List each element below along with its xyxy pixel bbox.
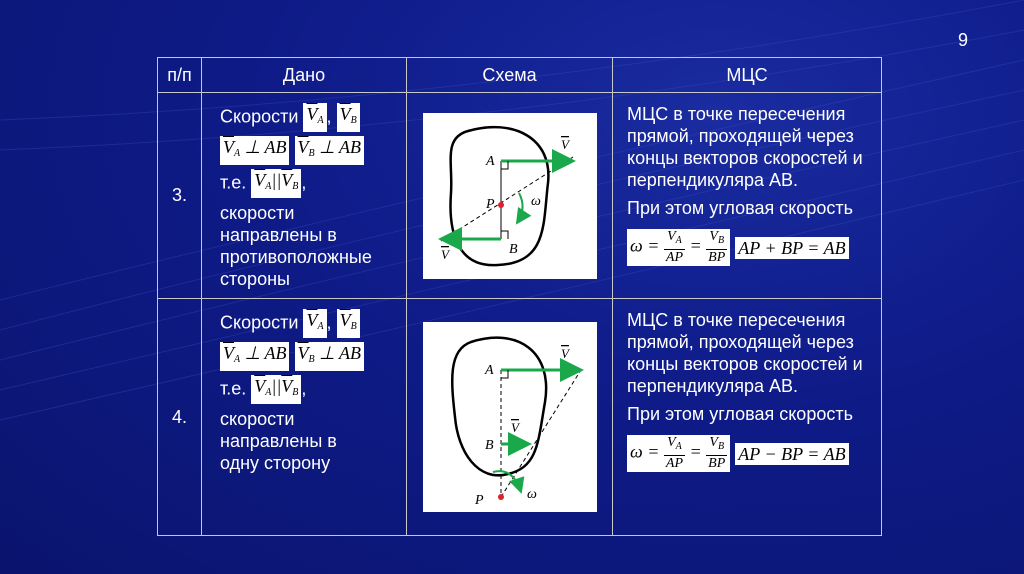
- formula-va-perp-ab: $\overline{V}_A$ ⊥ AB: [220, 342, 289, 371]
- given-cell: Скорости $\overline{V}_A$ , $\overline{V}_B$ $\overline{V}_A$ ⊥ AB $\overline{V}_B$ ⊥ AB т.е. $\overline{V}_A||\overline{V}_B$ , скорости направлены в одну сторону: [202, 299, 407, 536]
- svg-text:V: V: [510, 420, 519, 435]
- header-num: п/п: [158, 58, 202, 93]
- svg-text:B: B: [484, 438, 494, 453]
- formula-vb-perp-ab: $\overline{V}_B$ ⊥ AB: [295, 342, 364, 371]
- header-mcs: МЦС: [613, 58, 882, 93]
- given-line: противоположные: [220, 247, 372, 267]
- formula-vb-perp-ab: $\overline{V}_B$ ⊥ AB: [295, 136, 364, 165]
- formula-va-perp-ab: $\overline{V}_A$ ⊥ AB: [220, 136, 289, 165]
- svg-text:B: B: [508, 241, 518, 257]
- omega-formula: ω = $\frac{V_A}{AP}$ = $\frac{V_B}{BP}$: [627, 435, 730, 472]
- formula-vb: $\overline{V}_B$: [337, 309, 360, 338]
- perp-formulas: [220, 136, 406, 165]
- perp-formulas: [220, 342, 406, 371]
- header-row: [158, 58, 882, 93]
- formula-va-parallel-vb: $\overline{V}_A||\overline{V}_B$: [251, 375, 301, 404]
- formula-va-parallel-vb: $\overline{V}_A||\overline{V}_B$: [251, 169, 301, 198]
- formula-va: $\overline{V}_A$: [303, 309, 326, 338]
- mcs-angular-speed: При этом угловая скорость: [627, 198, 853, 218]
- kinematics-table: [157, 57, 882, 536]
- instant-center-point: [498, 494, 504, 500]
- given-line: направлены в: [220, 431, 337, 451]
- mcs-angular-speed: При этом угловая скорость: [627, 404, 853, 424]
- svg-text:P: P: [474, 493, 484, 508]
- difference-formula: AP − BP = AB: [735, 443, 848, 465]
- row-number: 3.: [158, 93, 202, 299]
- svg-text:V: V: [560, 346, 569, 361]
- given-cell: Скорости $\overline{V}_A$ , $\overline{V}_B$ $\overline{V}_A$ ⊥ AB $\overline{V}_B$ ⊥ AB т.е. $\overline{V}_A||\overline{V}_B$ , скорости направлены в противоположные стороны: [202, 93, 407, 299]
- body-contour: [452, 338, 546, 476]
- svg-text:ω: ω: [530, 193, 541, 209]
- scheme-cell: [407, 93, 613, 299]
- row-number: 4.: [158, 299, 202, 536]
- sum-formula: AP + BP = AB: [735, 237, 848, 259]
- svg-text:P: P: [485, 196, 495, 212]
- formula-vb: $\overline{V}_B$: [337, 103, 360, 132]
- svg-text:V: V: [440, 246, 449, 262]
- mcs-cell: [613, 299, 882, 536]
- mcs-cell: [613, 93, 882, 299]
- scheme-diagram-opposite: [423, 113, 597, 279]
- instant-center-point: [498, 202, 504, 208]
- given-label: Скорости: [220, 312, 299, 333]
- given-line: скорости: [220, 409, 295, 429]
- page-number: 9: [958, 30, 969, 50]
- given-te: т.е.: [220, 378, 247, 399]
- given-te: т.е.: [220, 172, 247, 193]
- mcs-description: МЦС в точке пересечения прямой, проходящей через концы векторов скоростей и перпендикуляра АВ.: [627, 310, 863, 396]
- scheme-cell: [407, 299, 613, 536]
- omega-formula: ω = $\frac{V_A}{AP}$ = $\frac{V_B}{BP}$: [627, 229, 730, 266]
- header-scheme: Схема: [407, 58, 613, 93]
- svg-text:A: A: [484, 363, 494, 378]
- table-row: [158, 93, 882, 299]
- svg-text:V: V: [560, 136, 569, 152]
- table-row: [158, 299, 882, 536]
- mcs-description: МЦС в точке пересечения прямой, проходящей через концы векторов скоростей и перпендикуляра АВ.: [627, 104, 863, 190]
- given-line: скорости: [220, 203, 295, 223]
- svg-text:A: A: [485, 153, 495, 169]
- given-line: направлены в: [220, 225, 337, 245]
- scheme-diagram-same: [423, 322, 597, 512]
- formula-va: $\overline{V}_A$: [303, 103, 326, 132]
- given-line: одну сторону: [220, 453, 331, 473]
- given-line: стороны: [220, 269, 290, 289]
- svg-text:ω: ω: [526, 487, 537, 502]
- given-label: Скорости: [220, 106, 299, 127]
- header-given: Дано: [202, 58, 407, 93]
